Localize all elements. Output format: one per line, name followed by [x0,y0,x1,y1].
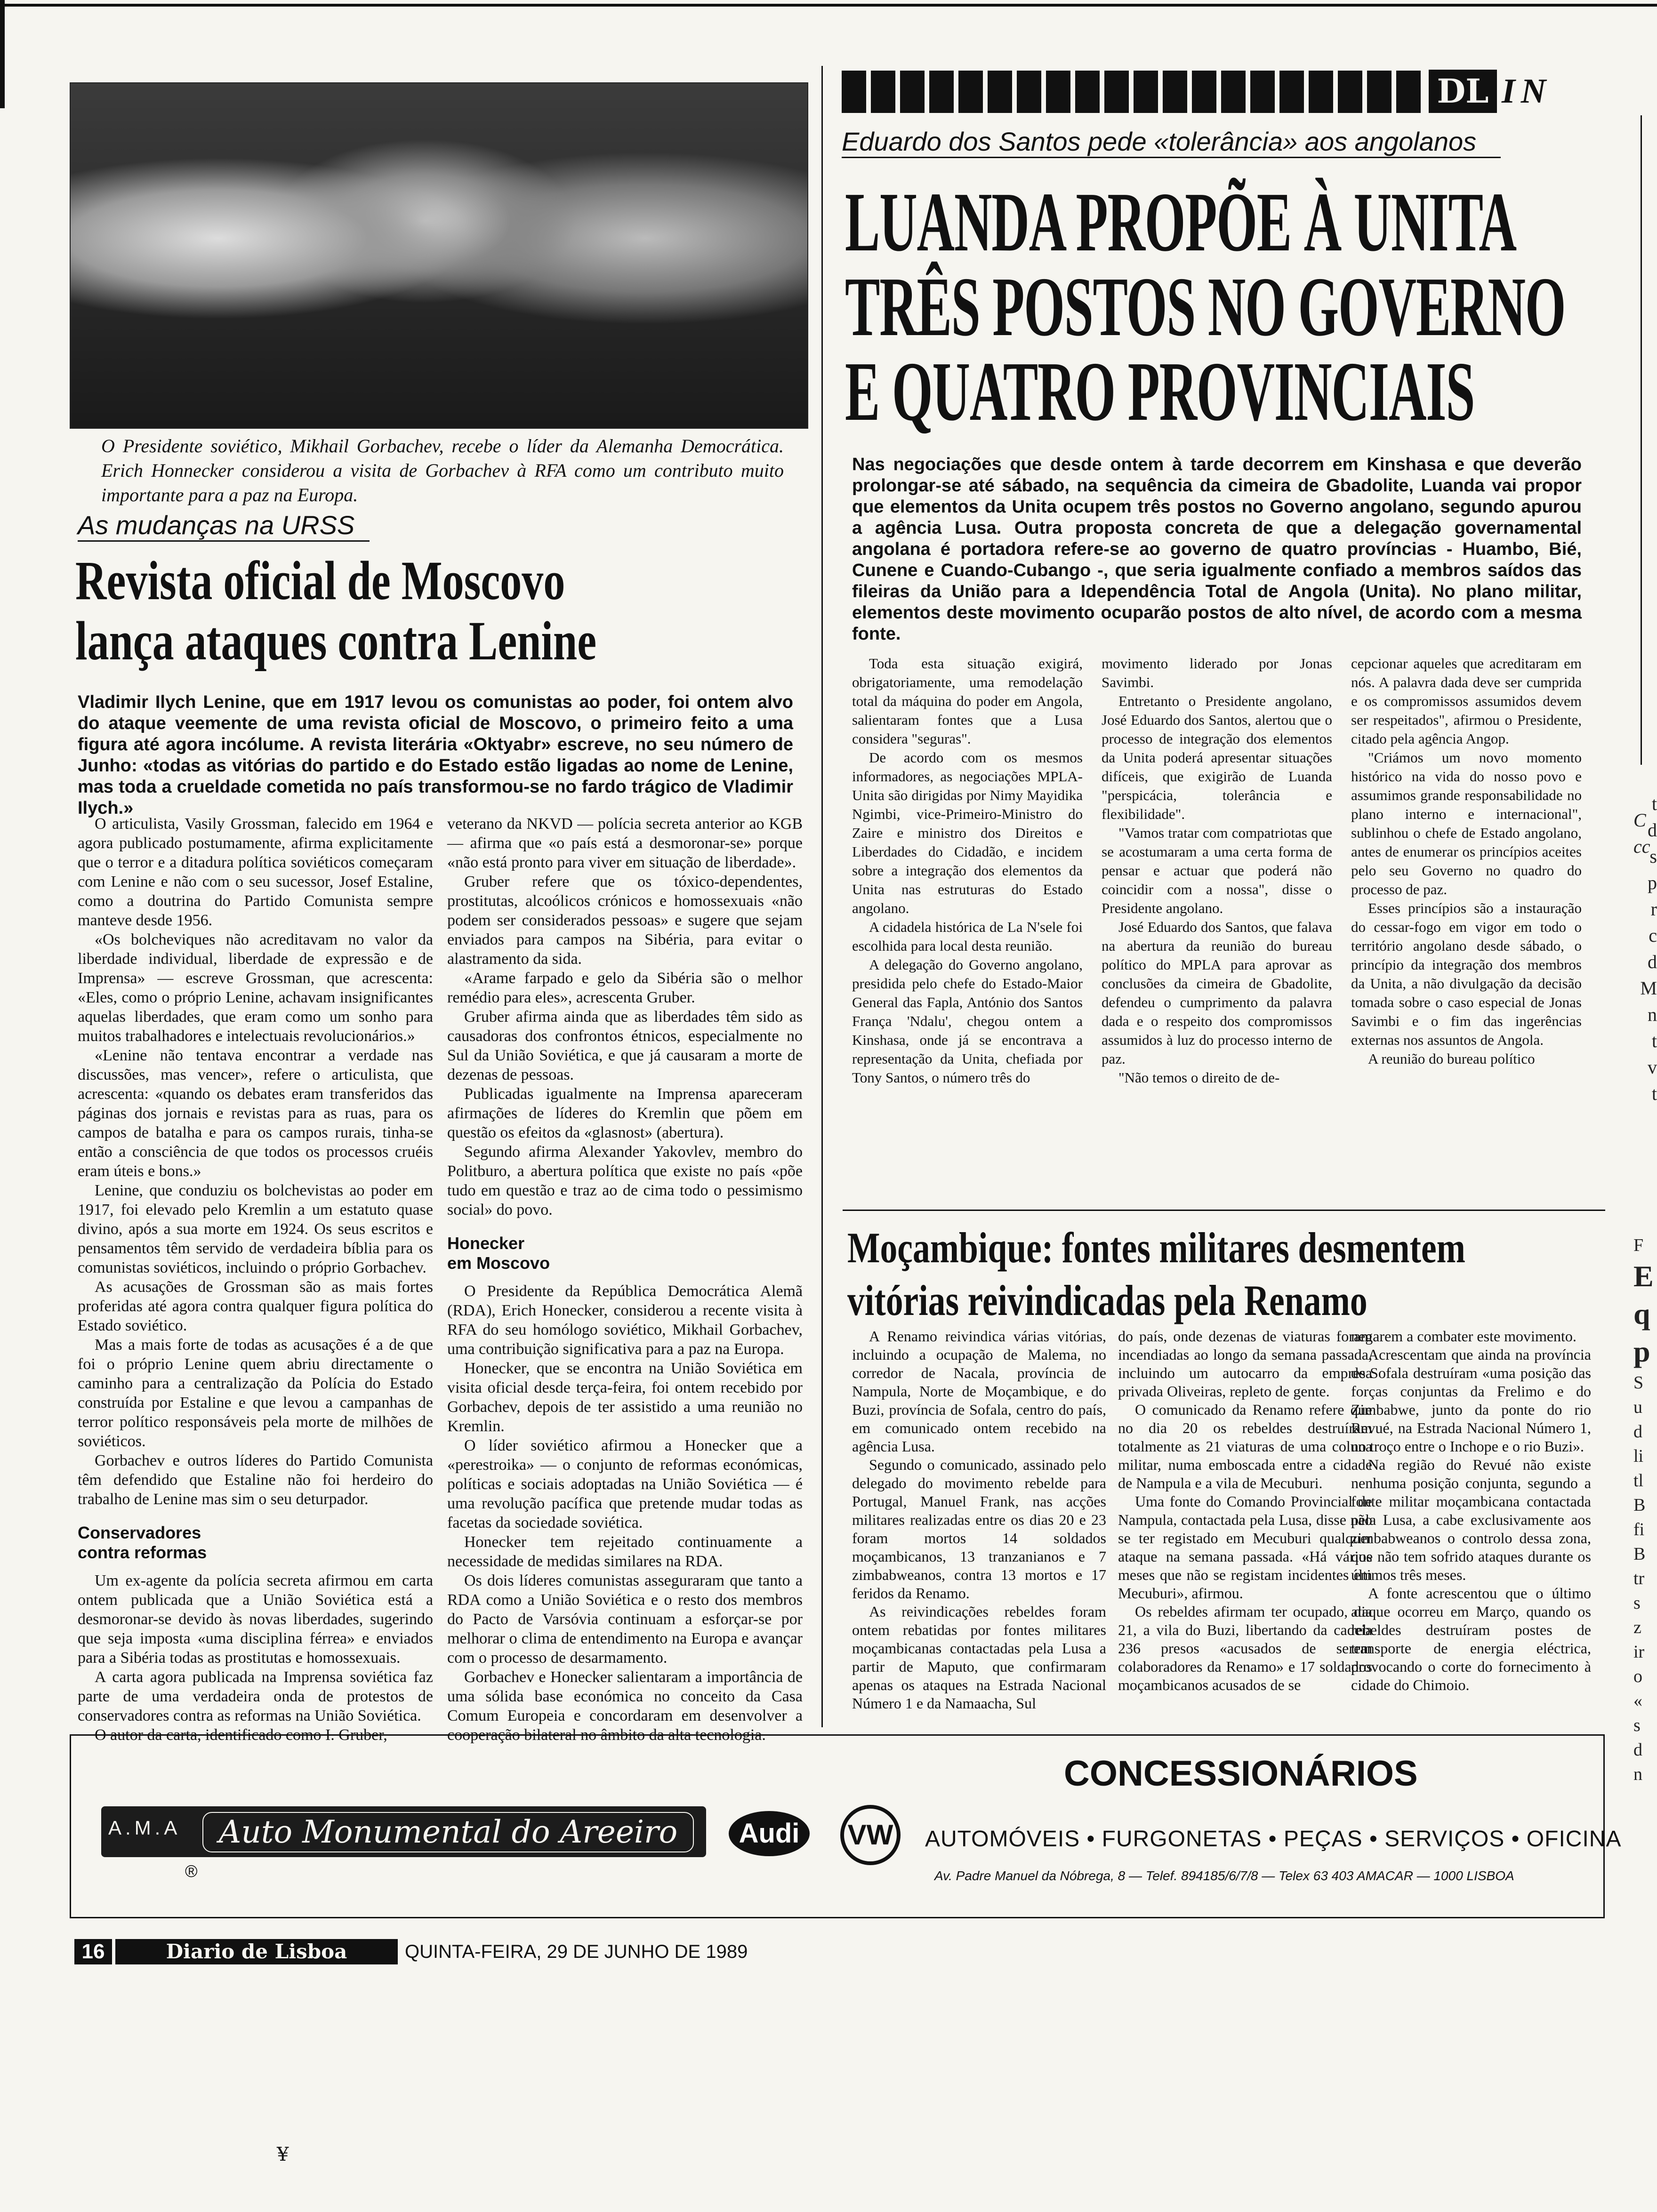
paragraph: As reivindicações rebeldes foram ontem rebatidas por fontes militares moçambicanas contactadas pela Lusa a partir de Maputo, que confirmaram apenas os ataques na Estrada Nacional Número 1 e da Namaacha, Sul [852,1603,1106,1712]
paragraph: «Os bolcheviques não acreditavam no valor da liberdade individual, liberdade de expressão e de Imprensa» — escreve Grossman, que acrescenta: «Eles, como o próprio Lenine, achavam insignificantes aquelas liberdades, que eram como um sonho para muitos trabalhadores e intelectuais revolucionários.» [78,931,433,1045]
edge-text: ir [1633,1642,1645,1662]
edge-text: tl [1633,1471,1644,1491]
mozambique-headline-line1: Moçambique: fontes militares desmentem [847,1224,1465,1272]
paragraph: A reunião do bureau político [1368,1050,1535,1067]
edge-text: v [1648,1057,1657,1078]
paragraph: A Renamo reivindica várias vitórias, incluindo a ocupação de Malema, no corredor de Nacala, província de Nampula, Norte de Moçambique, e do Buzi, província de Sofala, centro do país, em comunicado ontem recebido na agência Lusa. [852,1328,1106,1455]
top-rule [0,4,1657,7]
left-headline [75,551,810,671]
dealer-script-name: Auto Monumental do Areeiro [202,1812,694,1852]
edge-text: cc [1633,836,1650,857]
right-edge-fragments-c [1633,1233,1657,1787]
edge-text: q [1633,1297,1650,1330]
edge-text: t [1651,1030,1657,1051]
edge-text: tr [1633,1569,1645,1588]
paragraph: do país, onde dezenas de viaturas foram incendiadas ao longo da semana passada, incluindo um autocarro da empresa privada Oliveiras, repleto de gente. [1118,1328,1372,1400]
paragraph: O líder soviético afirmou a Honecker que a «perestroika» — o conjunto de reformas económicas, políticas e sociais adoptadas na União Soviética — é uma revolução pacífica que pretende mudar todas as facetas da sociedade soviética. [447,1437,803,1531]
edge-text: S [1633,1373,1644,1393]
paragraph: "Vamos tratar com compatriotas que se acostumaram a uma certa forma de pensar e actuar que poderá não coincidir com a nossa", disse o Presidente angolano. [1102,825,1332,916]
section-divider [843,1210,1605,1211]
paragraph: Acrescentam que ainda na província de Sofala destruíram «uma posição das forças conjuntas da Frelimo e do Zimbabwe, junto da ponte do rio Revué, na Estrada Nacional Número 1, no troço entre o Inchope e o rio Buzi». [1351,1346,1591,1455]
right-edge-fragments-b [1633,807,1657,860]
audi-logo: Audi [729,1811,810,1856]
edge-text: n [1633,1764,1642,1784]
edge-text: z [1633,1618,1641,1637]
angola-column-2 [1102,654,1332,1210]
subheading-line: Honecker [447,1234,525,1253]
paragraph: A cidadela histórica de La N'sele foi escolhida para local desta reunião. [852,919,1083,954]
paragraph: veterano da NKVD — polícia secreta anterior ao KGB — afirma que «o país está a desmoronar-se» porque «não está pronto para viver em situação de liberdade». [447,815,803,871]
angola-headline-line3: E QUATRO PROVINCIAIS [845,345,1475,438]
edge-text: u [1633,1397,1642,1417]
advert-title: CONCESSIONÁRIOS [1064,1754,1418,1794]
angola-headline [845,175,1575,438]
paragraph: O autor da carta, identificado como I. Gruber, [95,1726,387,1744]
edition-date: QUINTA-FEIRA, 29 DE JUNHO DE 1989 [405,1941,748,1962]
edge-text: s [1633,1593,1641,1613]
paragraph: Gorbachev e outros líderes do Partido Comunista têm defendido que Estaline não foi herdeiro do trabalho de Lenine mas sim o seu deturpador. [78,1452,433,1508]
paragraph: Gruber refere que os tóxico-dependentes, prostitutas, alcoólicos crónicos e homossexuais «não podem ser considerados pessoas» e sugere que sejam enviados para campos na Sibéria, para evitar o alastramento da sida. [447,873,803,968]
left-column-2 [447,814,803,1744]
angola-headline-line1: LUANDA PROPÕE À UNITA [845,175,1516,269]
subheading-honecker [447,1234,803,1273]
paragraph: cepcionar aqueles que acreditaram em nós. A palavra dada deve ser cumprida e os compromissos assumidos devem ser respeitados", afirmou o Presidente, citado pela agência Angop. [1351,655,1582,747]
edge-text: n [1648,1004,1657,1025]
news-photo [70,82,808,429]
edge-text: B [1633,1495,1646,1515]
edge-text: d [1633,1740,1642,1760]
edge-text: M [1640,978,1657,999]
paragraph: Toda esta situação exigirá, obrigatoriamente, uma remodelação total da máquina do poder em Angola, salientaram fontes que a Lusa considera "seguras". [852,655,1083,747]
photo-caption: O Presidente soviético, Mikhail Gorbachev, recebe o líder da Alemanha Democrática. Erich Honnecker considerou a visita de Gorbachev à RFA como um contributo muito importante para a paz na Europa. [101,435,784,505]
section-band [842,71,1421,113]
mozambique-column-1 [852,1327,1106,1732]
paragraph: A delegação do Governo angolano, presidida pelo chefe do Estado-Maior General das Fapla, António dos Santos França 'Ndalu', chegou ontem a Kinshasa, onde já se encontrava a representação da Unita, chefiada por Tony Santos, o número três do [852,956,1083,1086]
paragraph: Uma fonte do Comando Provincial de Nampula, contactada pela Lusa, disse não se ter registado em Mecuburi qualquer ataque na semana passada. «Há vários meses que não se registam incidentes em Mecuburi», afirmou. [1118,1493,1372,1602]
paragraph: Segundo afirma Alexander Yakovlev, membro do Politburo, a abertura política que existe no país «põe tudo em questão e traz ao de cima todo o pessimismo social» do povo. [447,1143,803,1218]
edge-text: C [1633,809,1646,831]
masthead: Diario de Lisboa [115,1939,398,1964]
paragraph: O Presidente da República Democrática Alemã (RDA), Erich Honecker, considerou a recente visita à RFA do seu homólogo soviético, Mikhail Gorbachev, uma contribuição significativa para a paz na Europa. [447,1282,803,1358]
paragraph: As acusações de Grossman são as mais fortes proferidas até agora contra qualquer figura política do Estado soviético. [78,1278,433,1334]
angola-column-3 [1351,654,1582,1210]
left-kicker: As mudanças na URSS [78,510,370,542]
page-number: 16 [74,1939,112,1964]
angola-column-1 [852,654,1083,1210]
paragraph: «Lenine não tentava encontrar a verdade nas discussões, mas vencer», refere o articulista, que acrescenta: «quando os debates eram transferidos das páginas dos jornais e revistas para as ruas, para os campos de batalha e para os campos rurais, tinha-se então a consciência de que todos os processos cruéis eram úteis e bons.» [78,1047,433,1180]
left-column-1 [78,814,433,1744]
paragraph: Honecker, que se encontra na União Soviética em visita oficial desde terça-feira, foi ontem recebido por Gorbachev, depois de ter assistido a uma reunião no Kremlin. [447,1360,803,1435]
paragraph: Um ex-agente da polícia secreta afirmou em carta ontem publicada que a União Soviética está a desmoronar-se devido às novas liberdades, sugerindo que seja imposta «uma disciplina férrea» e enviados para a Sibéria todas as prostitutas e homossexuais. [78,1572,433,1667]
left-headline-line1: Revista oficial de Moscovo [75,550,565,611]
edge-text: « [1633,1691,1642,1711]
vertical-divider [821,66,823,1727]
mozambique-headline [847,1221,1525,1327]
registered-mark: ® [185,1861,198,1881]
paragraph: Segundo o comunicado, assinado pelo delegado do movimento rebelde para Portugal, Manuel Frank, nas acções militares realizadas entre os dias 20 e 23 foram mortos 14 soldados moçambicanos, 13 tranzanianos e 7 zimbabweanos, contra 13 mortos e 17 feridos da Renamo. [852,1456,1106,1602]
angola-lead: Nas negociações que desde ontem à tarde decorrem em Kinshasa e que deverão prolongar-se até sábado, na sequência da cimeira de Gbadolite, Luanda vai propor que elementos da Unita ocupem três postos no Governo angolano, segundo apurou a agência Lusa. Outra proposta concreta de que a delegação governamental angolana é portadora refere-se ao governo de quatro províncias - Huambo, Bié, Cunene e Cuando-Cubango -, que seria igualmente confiado a membros saídos das fileiras da União para a Idependência Total de Angola (Unita). No plano militar, elementos deste movimento ocuparão postos de alto nível, de acordo com a mesma fonte. [852,455,1582,644]
paragraph: Os dois líderes comunistas asseguraram que tanto a RDA como a União Soviética e o resto dos membros do Pacto de Varsóvia continuam a esforçar-se por melhorar o clima de entendimento na Europa e avançar com o processo de desarmamento. [447,1572,803,1667]
left-lead: Vladimir Ilych Lenine, que em 1917 levou os comunistas ao poder, foi ontem alvo do ataque veemente de uma revista oficial de Moscovo, o primeiro feito a uma figura até agora incólume. A revista literária «Oktyabr» escreve, no seu número de Junho: «todas as vitórias do partido e do Estado estão ligadas ao nome de Lenine, mas toda a crueldade cometida no país transformou-se no fardo trágico de Vladimir Ilych.» [78,692,793,818]
paragraph: A carta agora publicada na Imprensa soviética faz parte de uma verdadeira onda de protestos de conservadores contra as reformas na União Soviética. [78,1668,433,1724]
paragraph: De acordo com os mesmos informadores, as negociações MPLA-Unita são dirigidas por Nimy Mayidika Ngimbi, vice-Primeiro-Ministro do Zaire e ministro dos Direitos e Liberdades do Cidadão, e incidem sobre a integração dos elementos da Unita nas estruturas do Estado angolano. [852,749,1083,916]
subheading-line: em Moscovo [447,1253,550,1273]
paragraph: Honecker tem rejeitado continuamente a necessidade de medidas similares na RDA. [447,1533,803,1570]
edge-text: o [1633,1667,1642,1686]
edge-text: E [1633,1259,1654,1293]
paragraph: Gorbachev e Honecker salientaram a importância de uma sólida base económica no conceito da Casa Comum Europeia e concordaram em desenvolver a cooperação bilateral no âmbito da alta tecnologia. [447,1668,803,1744]
mozambique-column-2 [1118,1327,1372,1732]
right-edge-border [1641,115,1642,765]
left-headline-line2: lança ataques contra Lenine [75,610,597,672]
edge-text: fi [1633,1520,1645,1539]
section-label: IN [1502,72,1552,111]
angola-headline-line2: TRÊS POSTOS NO GOVERNO [845,260,1566,353]
paragraph: «Arame farpado e gelo da Sibéria são o melhor remédio para eles», acrescenta Gruber. [447,970,803,1006]
edge-text: p [1633,1335,1650,1368]
edge-text: d [1648,951,1657,972]
paragraph: Entretanto o Presidente angolano, José Eduardo dos Santos, alertou que o processo de integração dos elementos da Unita poderá apresentar situações difíceis, que exigirão de Luanda "perspicácia, tolerância e flexibilidade". [1102,693,1332,822]
edge-text: F [1633,1235,1644,1255]
left-page-edge [0,0,5,108]
edge-text: s [1649,846,1657,867]
paragraph: "Criámos um novo momento histórico na vida do nosso povo e assumimos grande responsabilidade no plano interno e internacional", sublinhou o chefe de Estado angolano, antes de enumerar os princípios aceites pelo seu Governo no quadro do processo de paz. [1351,749,1582,898]
ama-logo-text: A.M.A [108,1817,181,1839]
paragraph: Lenine, que conduziu os bolchevistas ao poder em 1917, foi elevado pelo Kremlin a um estatuto quase divino, após a sua morte em 1924. Os seus escritos e pensamentos têm servido de verdadeira bíblia para os comunistas soviéticos, incluindo o próprio Gorbachev. [78,1182,433,1276]
subheading-line: Conservadores [78,1523,201,1542]
edge-text: li [1633,1446,1644,1466]
paragraph: Na região do Revué não existe nenhuma posição conjunta, segundo a fonte militar moçambicana contactada pela Lusa, a cabe exclusivamente aos zimbabweanos o controlo dessa zona, que não tem sofrido ataques durante os últimos três meses. [1351,1456,1591,1583]
paragraph: Gruber afirma ainda que as liberdades têm sido as causadoras dos confrontos étnicos, especialmente no Sul da União Soviética, e que já causaram a morte de dezenas de pessoas. [447,1008,803,1083]
subheading-line: contra reformas [78,1543,207,1562]
paragraph: Os rebeldes afirmam ter ocupado, dia 21, a vila do Buzi, libertando da cadeia 236 presos «acusados de serem colaboradores da Renamo» e 17 soldados moçambicanos acusados de se [1118,1603,1372,1693]
advert-address: Av. Padre Manuel da Nóbrega, 8 — Telef. 894185/6/7/8 — Telex 63 403 AMACAR — 1000 LISBOA [934,1868,1514,1883]
paragraph: Publicadas igualmente na Imprensa apareceram afirmações de líderes do Kremlin que põem em questão os efeitos da «glasnost» (abertura). [447,1085,803,1141]
paragraph: Esses princípios são a instauração do cessar-fogo em vigor em todo o território angolano desde sábado, o princípio da integração dos membros da Unita, a não divulgação da decisão tomada sobre o caso especial de Jonas Savimbi e o fim das ingerências externas nos assuntos de Angola. [1351,900,1582,1048]
edge-text: p [1648,872,1657,893]
edge-text: s [1633,1715,1641,1735]
edge-text: d [1633,1422,1642,1442]
angola-kicker: Eduardo dos Santos pede «tolerância» aos angolanos [842,126,1501,158]
paragraph: A fonte acrescentou que o último ataque ocorreu em Março, quando os rebeldes destruíram postes de transporte de energia eléctrica, provocando o corte do fornecimento à cidade do Chimoio. [1351,1585,1591,1693]
mozambique-column-3 [1351,1327,1591,1732]
paragraph: O comunicado da Renamo refere que no dia 20 os rebeldes destruíram totalmente as 21 viaturas de uma coluna militar, numa emboscada entre a cidade de Nampula e a vila de Mecuburi. [1118,1401,1372,1491]
paragraph: movimento liderado por Jonas Savimbi. [1102,655,1332,690]
edge-text: t [1651,793,1657,814]
edge-text: B [1633,1544,1646,1564]
paragraph: O articulista, Vasily Grossman, falecido em 1964 e agora publicado postumamente, afirma explicitamente que o terror e a ditadura política soviéticos começaram com Lenine e não com o seu sucessor, Josef Estaline, como a doutrina do Partido Comunista sempre manteve desde 1956. [78,815,433,929]
paragraph: Mas a mais forte de todas as acusações é a de que foi o próprio Lenine quem abriu directamente o caminho para a centralização da Polícia do Estado construída por Estaline e que levou a campanhas de terror político responsáveis pela morte de milhões de soviéticos. [78,1336,433,1450]
vw-logo: VW [840,1805,901,1865]
stray-mark: ¥ [277,2144,289,2165]
paragraph: "Não temos o direito de de- [1118,1069,1280,1086]
edge-text: r [1650,898,1657,920]
edge-text: c [1649,925,1657,946]
subheading-conservadores [78,1523,433,1563]
edge-text: d [1648,819,1657,841]
paragraph: negarem a combater este movimento. [1351,1328,1577,1345]
paragraph: José Eduardo dos Santos, que falava na abertura da reunião do bureau político do MPLA para aprovar as conclusões da cimeira de Gbadolite, defendeu o cumprimento da palavra dada e o respeito dos compromissos assumidos à luz do processo interno de paz. [1102,919,1332,1067]
mozambique-headline-line2: vitórias reivindicadas pela Renamo [847,1276,1367,1324]
advert-services: AUTOMÓVEIS • FURGONETAS • PEÇAS • SERVIÇOS • OFICINA [925,1827,1622,1851]
section-logo-dl: DL [1429,70,1497,113]
edge-text: t [1651,1083,1657,1104]
